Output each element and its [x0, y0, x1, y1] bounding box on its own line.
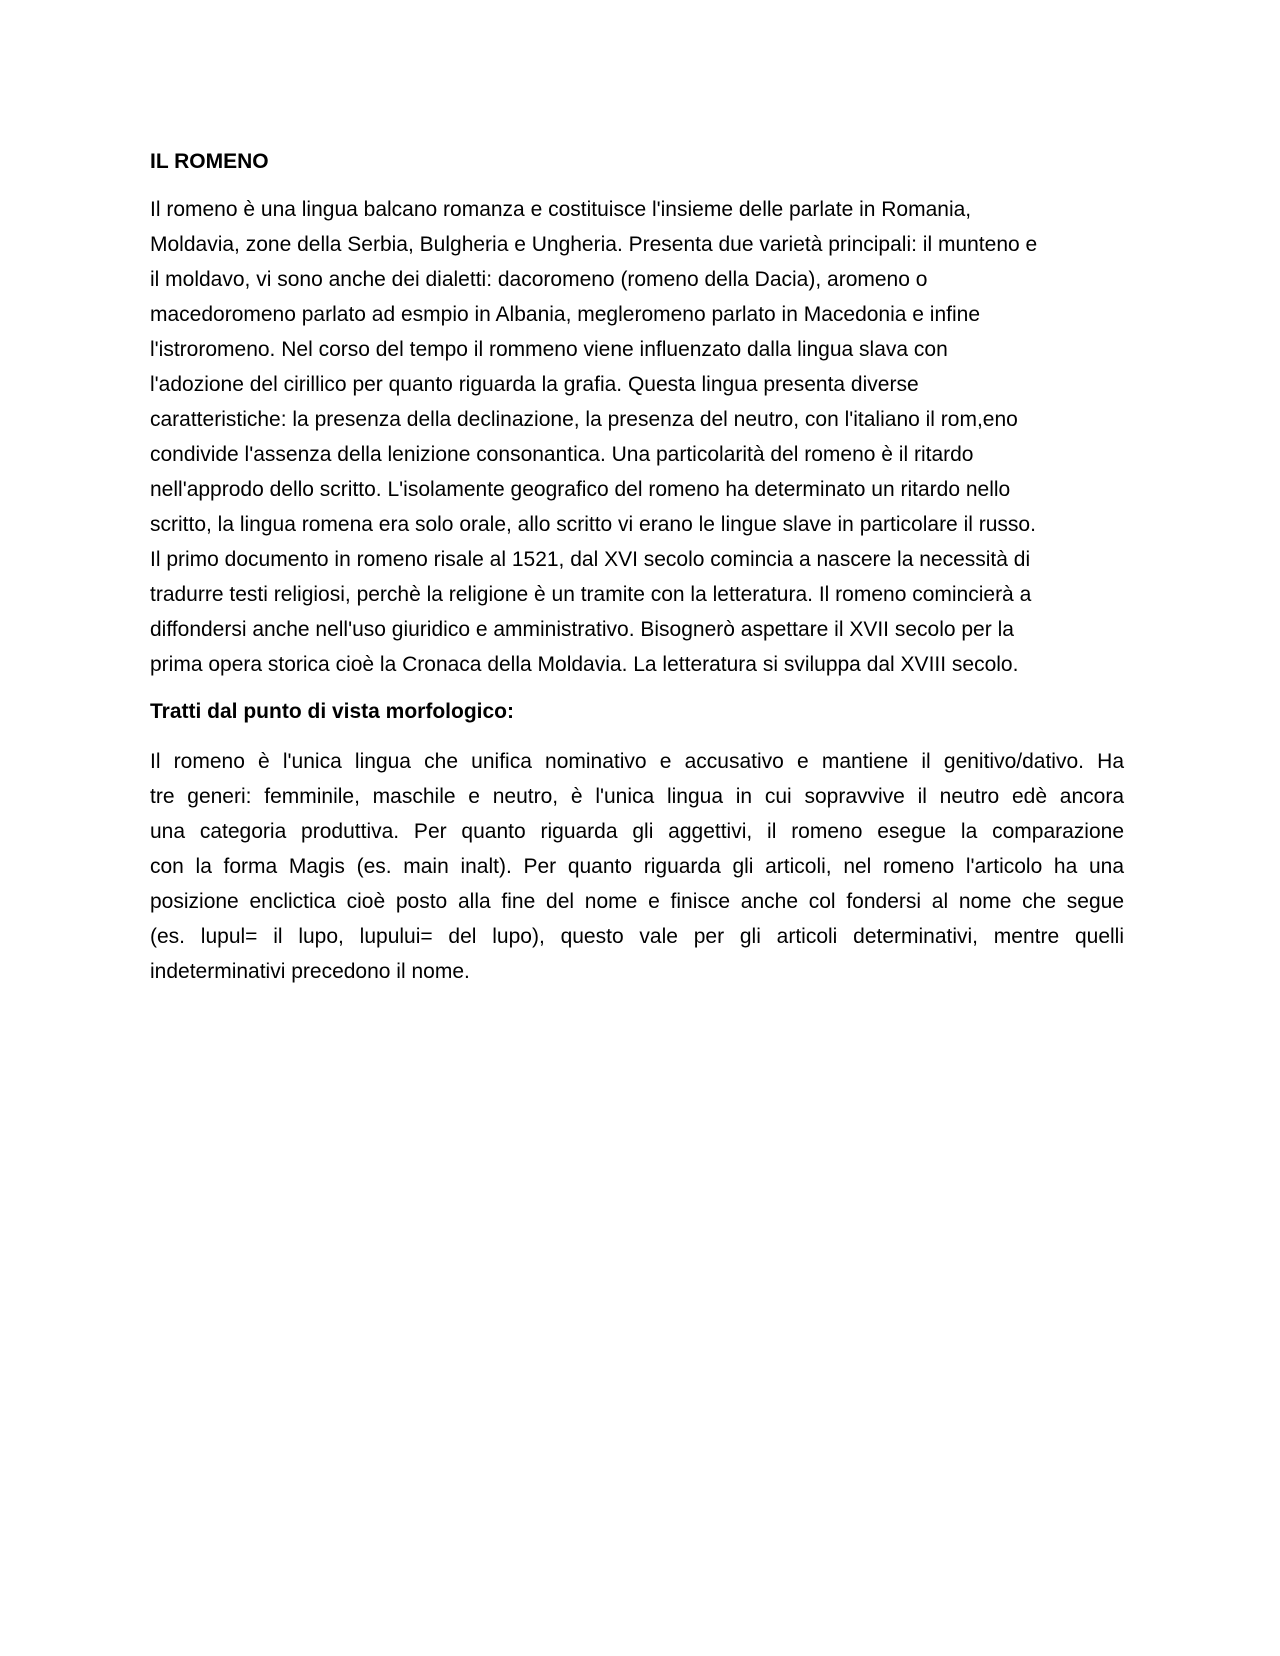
text-line: il moldavo, vi sono anche dei dialetti: dacoromeno (romeno della Dacia), aromeno o [150, 268, 928, 291]
paragraph-morphology [150, 744, 1124, 989]
text-line: nell'approdo dello scritto. L'isolamente geografico del romeno ha determinato un ritardo nello [150, 478, 1011, 501]
text-line: (es. lupul= il lupo, lupului= del lupo), questo vale per gli articoli determinativi, mentre quelli [150, 925, 1124, 948]
text-line: scritto, la lingua romena era solo orale, allo scritto vi erano le lingue slave in particolare il russo. [150, 513, 1036, 536]
text-line: condivide l'assenza della lenizione consonantica. Una particolarità del romeno è il ritardo [150, 443, 974, 466]
text-line: diffondersi anche nell'uso giuridico e amministrativo. Bisognerò aspettare il XVII secolo per la [150, 618, 1014, 641]
text-line: tradurre testi religiosi, perchè la religione è un tramite con la letteratura. Il romeno comincierà a [150, 583, 1032, 606]
text-line: prima opera storica cioè la Cronaca della Moldavia. La letteratura si sviluppa dal XVIII secolo. [150, 653, 1019, 676]
text-line: una categoria produttiva. Per quanto riguarda gli aggettivi, il romeno esegue la comparazione [150, 820, 1124, 843]
text-line: tre generi: femminile, maschile e neutro, è l'unica lingua in cui sopravvive il neutro edè ancora [150, 785, 1124, 808]
text-line: Il romeno è una lingua balcano romanza e costituisce l'insieme delle parlate in Romania, [150, 198, 972, 221]
text-line: con la forma Magis (es. main inalt). Per quanto riguarda gli articoli, nel romeno l'articolo ha una [150, 855, 1124, 878]
text-line: Il primo documento in romeno risale al 1521, dal XVI secolo comincia a nascere la necessità di [150, 548, 1031, 571]
text-line: posizione enclictica cioè posto alla fine del nome e finisce anche col fondersi al nome che segue [150, 890, 1124, 913]
text-line: l'adozione del cirillico per quanto riguarda la grafia. Questa lingua presenta diverse [150, 373, 919, 396]
text-line: Moldavia, zone della Serbia, Bulgheria e Ungheria. Presenta due varietà principali: il munteno e [150, 233, 1038, 256]
section-heading: Tratti dal punto di vista morfologico: [150, 700, 515, 723]
text-line: caratteristiche: la presenza della declinazione, la presenza del neutro, con l'italiano il rom,eno [150, 408, 1018, 431]
document-title: IL ROMENO [150, 150, 269, 173]
paragraph-intro [150, 192, 1124, 682]
text-line: macedoromeno parlato ad esmpio in Albania, megleromeno parlato in Macedonia e infine [150, 303, 981, 326]
text-line: l'istroromeno. Nel corso del tempo il rommeno viene influenzato dalla lingua slava con [150, 338, 948, 361]
text-line: Il romeno è l'unica lingua che unifica nominativo e accusativo e mantiene il genitivo/dativo. Ha [150, 750, 1124, 773]
document-body [150, 148, 1124, 1005]
text-line: indeterminativi precedono il nome. [150, 960, 470, 983]
